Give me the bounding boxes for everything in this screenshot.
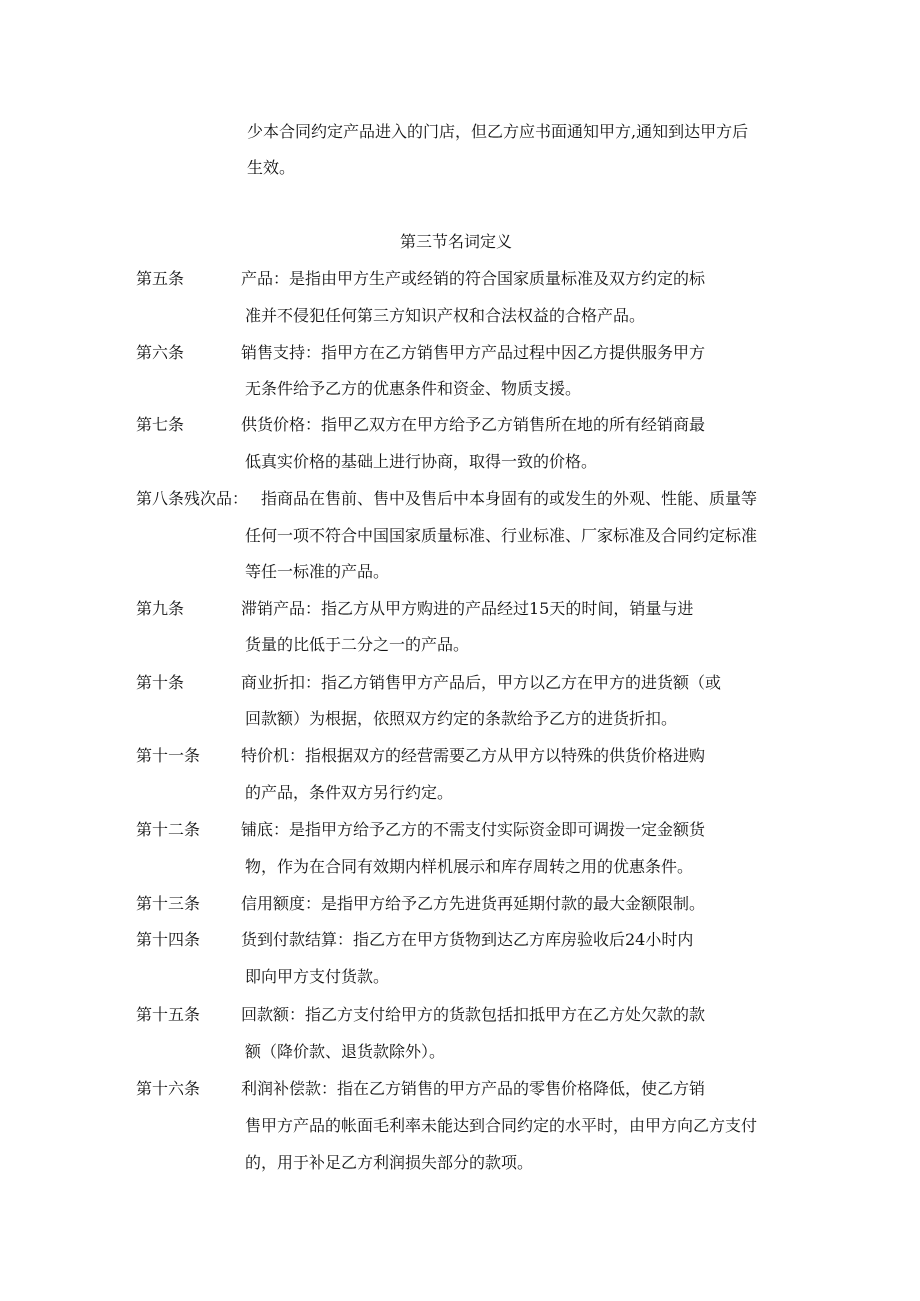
article-line: 指商品在售前、售中及售后中本身固有的或发生的外观、性能、质量等	[261, 489, 758, 508]
article-label: 第九条	[136, 599, 185, 618]
article-line: 低真实价格的基础上进行协商，取得一致的价格。	[245, 452, 598, 471]
article-line: 准并不侵犯任何第三方知识产权和合法权益的合格产品。	[245, 306, 646, 325]
intro-line: 生效。	[247, 158, 296, 177]
article-label: 第十三条	[136, 894, 201, 913]
article-line: 任何一项不符合中国国家质量标准、行业标准、厂家标准及合同约定标准	[245, 526, 758, 545]
article-line: 货量的比低于二分之一的产品。	[245, 635, 470, 654]
article-label: 第五条	[136, 269, 185, 288]
article-line: 物，作为在合同有效期内样机展示和库存周转之用的优惠条件。	[245, 857, 694, 876]
article-line: 特价机：指根据双方的经营需要乙方从甲方以特殊的供货价格进购	[241, 746, 706, 765]
article-line: 供货价格：指甲乙双方在甲方给予乙方销售所在地的所有经销商最	[241, 415, 706, 434]
article-line: 信用额度：是指甲方给予乙方先进货再延期付款的最大金额限制。	[241, 894, 706, 913]
article-label: 第十五条	[136, 1005, 201, 1024]
article-line: 即向甲方支付货款。	[245, 967, 390, 986]
article-label: 第六条	[136, 343, 185, 362]
article-label: 第十二条	[136, 820, 201, 839]
article-line: 利润补偿款：指在乙方销售的甲方产品的零售价格降低，使乙方销	[241, 1079, 706, 1098]
article-line: 回款额：指乙方支付给甲方的货款包括扣抵甲方在乙方处欠款的款	[241, 1005, 706, 1024]
article-label: 第七条	[136, 415, 185, 434]
article-line: 货到付款结算：指乙方在甲方货物到达乙方库房验收后24小时内	[241, 930, 694, 949]
article-line: 商业折扣：指乙方销售甲方产品后，甲方以乙方在甲方的进货额（或	[241, 673, 722, 692]
article-label: 第八条残次品：	[136, 489, 249, 508]
article-label: 第十一条	[136, 746, 201, 765]
article-line: 产品：是指由甲方生产或经销的符合国家质量标准及双方约定的标	[241, 269, 706, 288]
article-line: 等任一标准的产品。	[245, 562, 390, 581]
article-line: 滞销产品：指乙方从甲方购进的产品经过15天的时间，销量与进	[241, 599, 694, 618]
article-label: 第十四条	[136, 930, 201, 949]
article-line: 回款额）为根据，依照双方约定的条款给予乙方的进货折扣。	[245, 709, 678, 728]
article-label: 第十六条	[136, 1079, 201, 1098]
article-label: 第十条	[136, 673, 185, 692]
article-line: 售甲方产品的帐面毛利率未能达到合同约定的水平时，由甲方向乙方支付	[245, 1116, 758, 1135]
article-line: 的产品，条件双方另行约定。	[245, 783, 454, 802]
article-line: 额（降价款、退货款除外）。	[245, 1042, 446, 1061]
section-title: 第三节名词定义	[400, 232, 513, 251]
article-line: 无条件给予乙方的优惠条件和资金、物质支援。	[245, 379, 582, 398]
article-line: 的，用于补足乙方利润损失部分的款项。	[245, 1153, 534, 1172]
article-line: 销售支持：指甲方在乙方销售甲方产品过程中因乙方提供服务甲方	[241, 343, 706, 362]
article-line: 铺底：是指甲方给予乙方的不需支付实际资金即可调拨一定金额货	[241, 820, 706, 839]
intro-line: 少本合同约定产品进入的门店，但乙方应书面通知甲方,通知到达甲方后	[247, 122, 749, 141]
